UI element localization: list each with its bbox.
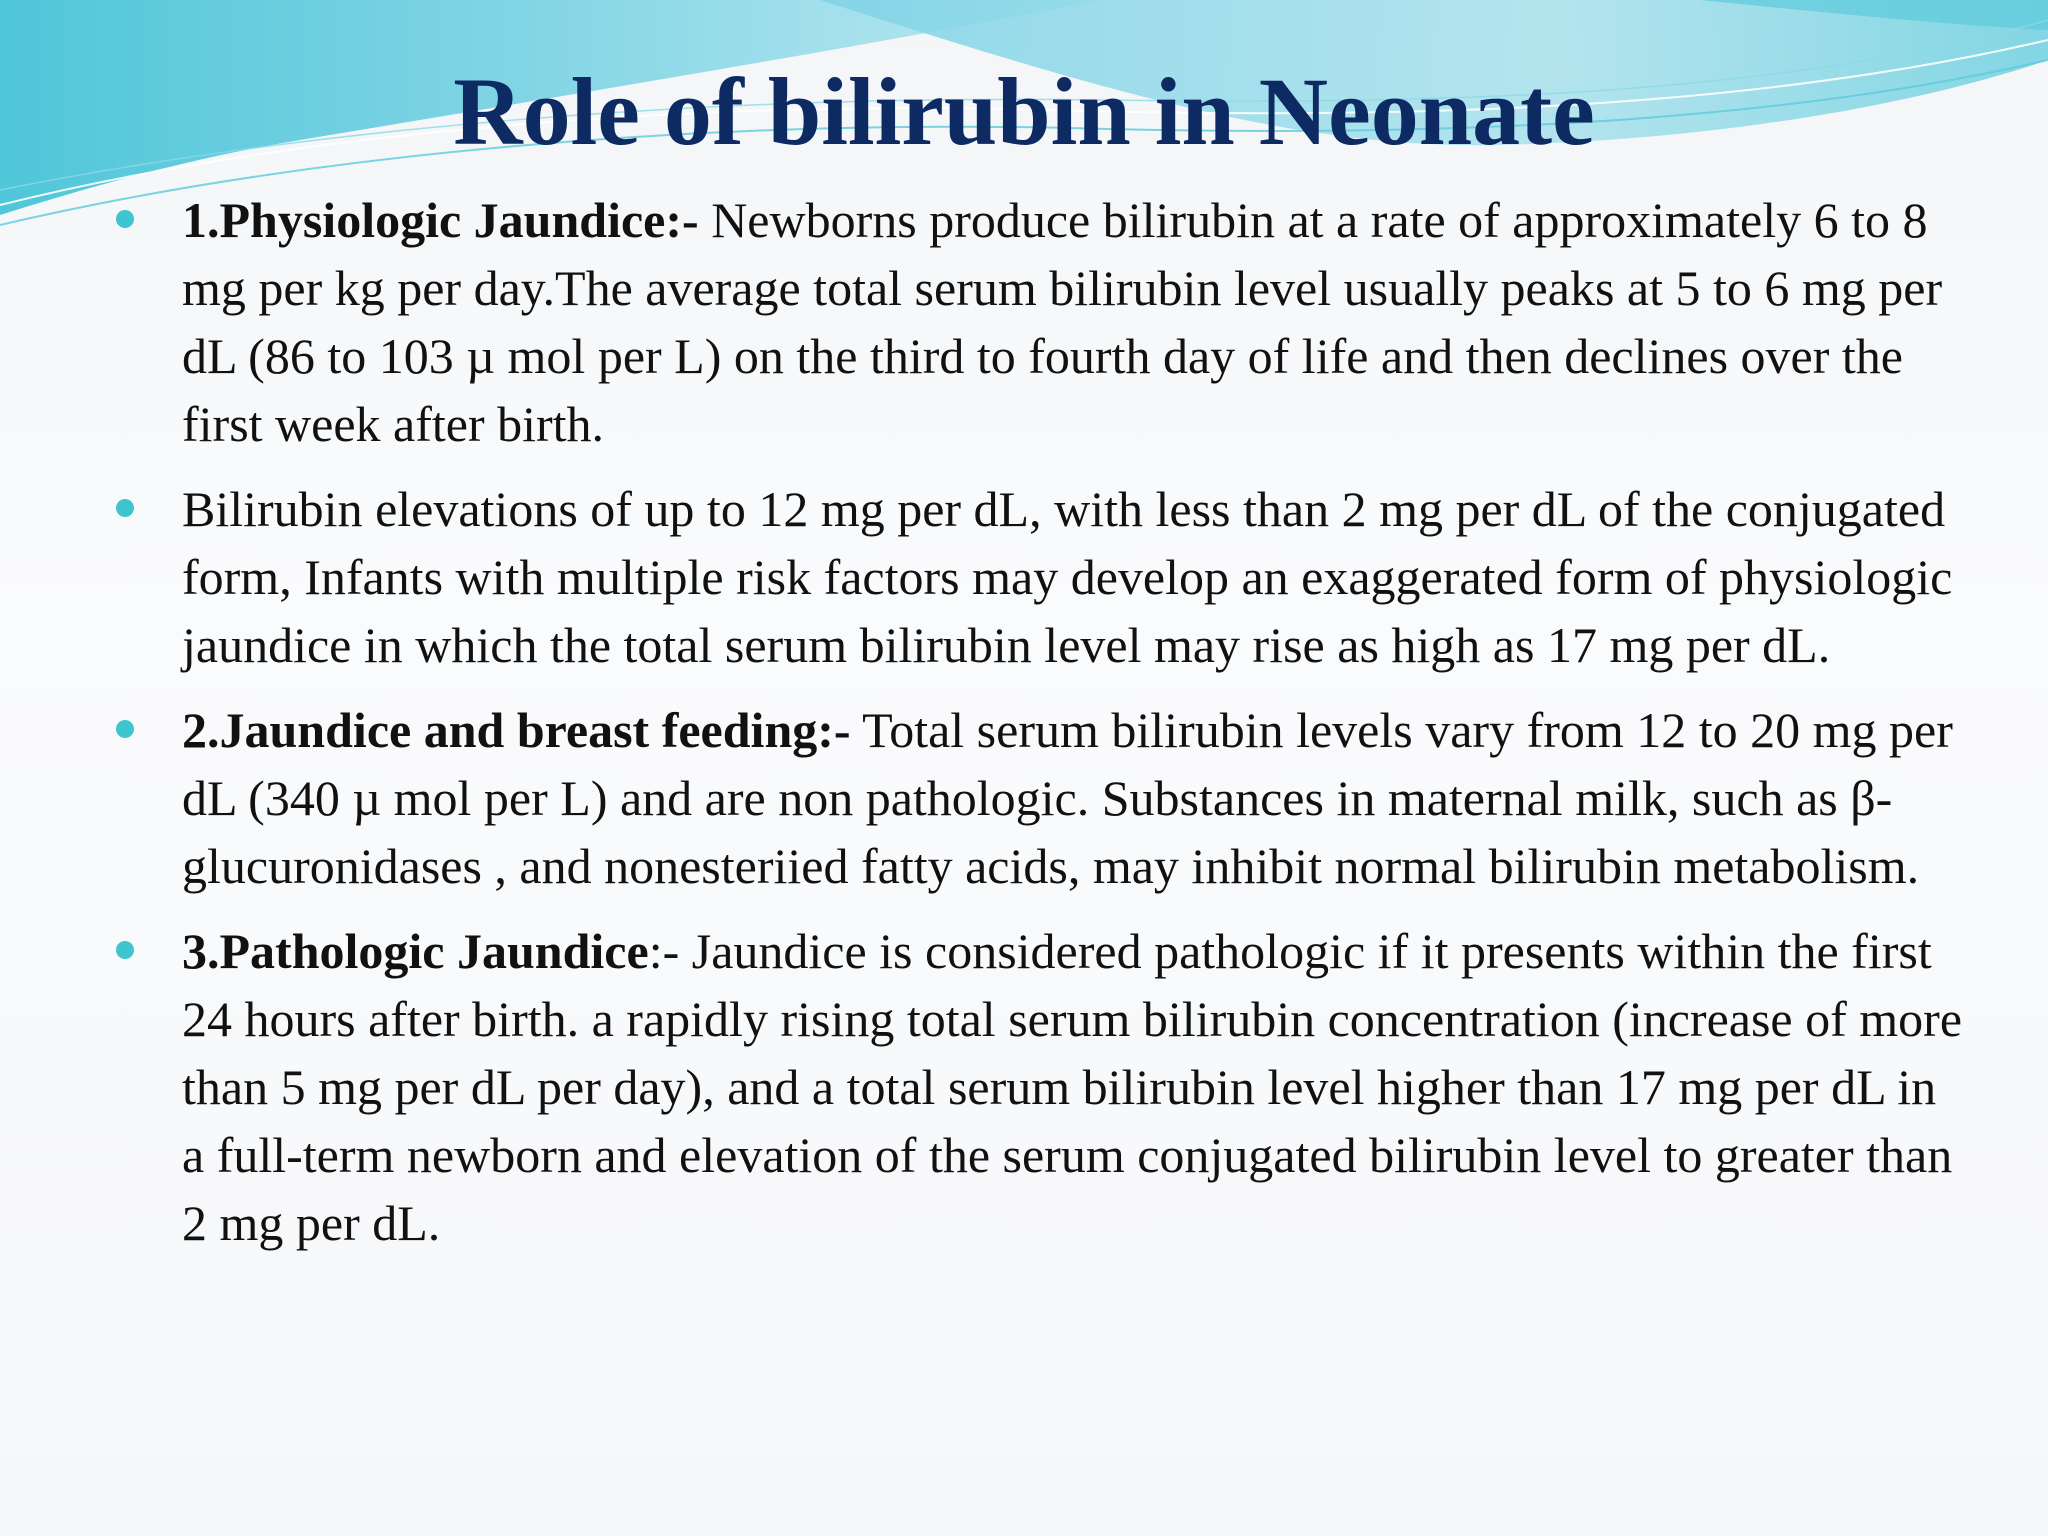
bullet-pathologic-jaundice bbox=[112, 917, 1962, 1257]
bullet-bilirubin-elevations bbox=[112, 475, 1962, 679]
bullet-text: Bilirubin elevations of up to 12 mg per dL, with less than 2 mg per dL of the conjugated form, Infants with multiple risk factors may develop an exaggerated form of physiologic jaundice in which the total serum bilirubin level may rise as high as 17 mg per dL. bbox=[182, 481, 1953, 673]
bullet-icon bbox=[116, 941, 134, 959]
bullet-icon bbox=[116, 210, 134, 228]
bullet-breast-feeding bbox=[112, 696, 1962, 900]
bullet-physiologic-jaundice bbox=[112, 186, 1962, 458]
bullet-icon bbox=[116, 720, 134, 738]
bullet-text: Jaundice is considered pathologic if it presents within the first 24 hours after birth. a rapidly rising total serum bilirubin concentration (increase of more than 5 mg per dL per day), and a total serum bilirubin level higher than 17 mg per dL in a full-term newborn and elevation of the serum conjugated bilirubin level to greater than 2 mg per dL. bbox=[182, 923, 1963, 1251]
bullet-text: Total serum bilirubin levels vary from 12 to 20 mg per dL (340 µ mol per L) and are non pathologic. Substances in maternal milk, such as β-glucuronidases , and nonesteriied fatty acids, may inhibit normal bilirubin metabolism. bbox=[182, 702, 1953, 894]
bullet-heading: 3.Pathologic Jaundice bbox=[182, 923, 649, 979]
bullet-icon bbox=[116, 499, 134, 517]
slide-title: Role of bilirubin in Neonate bbox=[453, 58, 1595, 165]
bullet-list bbox=[112, 186, 1962, 1274]
bullet-heading: 2.Jaundice and breast feeding:- bbox=[182, 702, 851, 758]
bullet-heading: 1.Physiologic Jaundice:- bbox=[182, 192, 699, 248]
bullet-text: Newborns produce bilirubin at a rate of approximately 6 to 8 mg per kg per day.The average total serum bilirubin level usually peaks at 5 to 6 mg per dL (86 to 103 µ mol per L) on the third to fourth day of life and then declines over the first week after birth. bbox=[182, 192, 1943, 452]
bullet-heading-suffix: :- bbox=[648, 923, 680, 979]
